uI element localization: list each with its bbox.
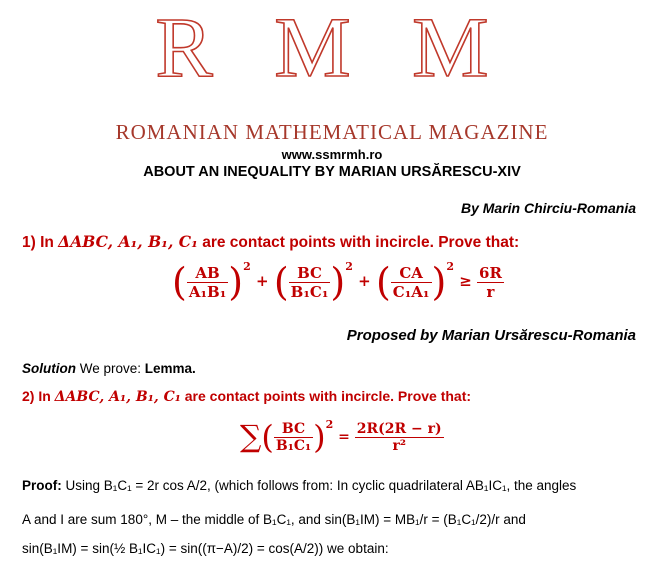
exponent: 2 bbox=[446, 260, 454, 273]
frac2-numerator: BC bbox=[289, 264, 331, 283]
proposed-by: Proposed by Marian Ursărescu-Romania bbox=[346, 327, 636, 344]
rmm-logo: R M M bbox=[155, 0, 509, 95]
problem-2-text: are contact points with incircle. Prove that: bbox=[180, 388, 472, 404]
problem-2-label: 2) In bbox=[22, 388, 55, 404]
frac2-denominator: B₁C₁ bbox=[290, 282, 329, 301]
solution-text: We prove: bbox=[76, 361, 145, 376]
article-title: ABOUT AN INEQUALITY BY MARIAN URSĂRESCU-XIV bbox=[143, 164, 521, 180]
proof-line-3: sin(B₁IM) = sin(½ B₁IC₁) = sin((π−A)/2) = cos(A/2)) we obtain: bbox=[22, 541, 389, 556]
plus-sign: + bbox=[358, 272, 371, 290]
eq2-numerator: BC bbox=[274, 421, 313, 438]
proof-line-2: A and I are sum 180°, M – the middle of B₁C₁, and sin(B₁IM) = MB₁/r = (B₁C₁/2)/r and bbox=[22, 512, 526, 527]
rhs-numerator: 6R bbox=[479, 263, 502, 282]
rhs-denominator: r bbox=[486, 282, 495, 301]
solution-label: Solution bbox=[22, 361, 76, 376]
proof-label: Proof: bbox=[22, 478, 62, 493]
exponent: 2 bbox=[345, 260, 353, 273]
sum-symbol: ∑ bbox=[240, 419, 262, 455]
magazine-name: ROMANIAN MATHEMATICAL MAGAZINE bbox=[115, 120, 549, 144]
proof-line-1-text: Using B₁C₁ = 2r cos A/2, (which follows from: In cyclic quadrilateral AB₁IC₁, the angles bbox=[61, 478, 577, 493]
problem-1-text: are contact points with incircle. Prove that: bbox=[197, 234, 520, 251]
problem-2-math: ΔABC, A₁, B₁, C₁ bbox=[54, 389, 181, 405]
proof-line-1 bbox=[22, 478, 576, 493]
geq-sign: ≥ bbox=[459, 272, 472, 290]
solution-intro bbox=[22, 361, 196, 376]
plus-sign: + bbox=[256, 272, 269, 290]
eq2-rhs-denominator: r² bbox=[392, 437, 406, 454]
equals-sign: = bbox=[338, 429, 350, 445]
problem-1-statement bbox=[22, 232, 519, 252]
article-author: By Marin Chirciu-Romania bbox=[460, 200, 636, 216]
equation-2: ∑( $\frac{BC}{\text{B₁C₁}}$ )$^2$ = $\frac{2R(2R - r)}{\text{r²}}$ bbox=[240, 418, 442, 456]
problem-1-math: ΔABC, A₁, B₁, C₁ bbox=[58, 232, 198, 251]
exponent: 2 bbox=[243, 260, 251, 273]
problem-2-statement bbox=[22, 388, 471, 405]
problem-1-label: 1) In bbox=[22, 234, 59, 251]
inequality-1: ( $\frac{AB}{\text{A₁B₁}}$ )$^2$ + ( $\frac{BC}{\text{B₁C₁}}$ )$^2$ + ( $\frac{CA}{\text{C₁A₁}}$ )$^2$ ≥ $\frac{6R}{r}$ bbox=[172, 260, 502, 304]
eq2-rhs-numerator: 2R(2R − r) bbox=[356, 420, 442, 437]
frac1-denominator: A₁B₁ bbox=[188, 282, 227, 301]
eq2-denominator: B₁C₁ bbox=[275, 437, 312, 454]
eq2-exponent: 2 bbox=[325, 418, 334, 431]
frac1-numerator: AB bbox=[187, 264, 228, 283]
frac3-numerator: CA bbox=[391, 264, 432, 283]
website[interactable]: www.ssmrmh.ro bbox=[281, 147, 383, 162]
lemma-label: Lemma. bbox=[144, 361, 196, 376]
frac3-denominator: C₁A₁ bbox=[392, 282, 430, 301]
